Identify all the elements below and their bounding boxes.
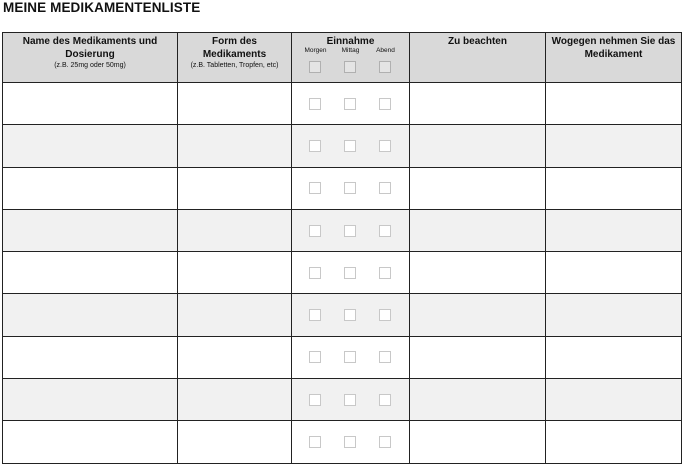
intake-checkbox-morning[interactable] (309, 436, 321, 448)
table-row (3, 252, 682, 294)
intake-cell (292, 294, 410, 336)
medication-form-cell[interactable] (178, 336, 292, 378)
column-header-reason (546, 33, 682, 83)
intake-checkbox-morning[interactable] (309, 394, 321, 406)
reason-cell[interactable] (546, 421, 682, 463)
notes-cell[interactable] (410, 252, 546, 294)
column-header-form-label: Form des Medikaments (202, 36, 267, 60)
intake-checkbox-morning[interactable] (309, 351, 321, 363)
intake-checkbox-evening[interactable] (379, 394, 391, 406)
header-row (3, 33, 682, 83)
reason-cell[interactable] (546, 294, 682, 336)
intake-checkbox-evening[interactable] (379, 436, 391, 448)
column-header-intake (292, 33, 410, 83)
medication-table (2, 32, 682, 464)
intake-checkbox-evening[interactable] (379, 182, 391, 194)
reason-cell[interactable] (546, 209, 682, 251)
intake-checkbox-evening[interactable] (379, 225, 391, 237)
column-header-form (178, 33, 292, 83)
column-header-name-label: Name des Medikaments und Dosierung (22, 36, 158, 60)
table-row (3, 336, 682, 378)
medication-name-cell[interactable] (3, 294, 178, 336)
reason-cell[interactable] (546, 336, 682, 378)
intake-checkbox-morning[interactable] (309, 225, 321, 237)
table-row (3, 167, 682, 209)
intake-checkbox-morning[interactable] (309, 267, 321, 279)
column-header-form-hint: (z.B. Tabletten, Tropfen, etc) (190, 62, 279, 69)
medication-form-cell[interactable] (178, 83, 292, 125)
header-checkbox-noon[interactable] (344, 61, 356, 73)
medication-form-cell[interactable] (178, 294, 292, 336)
table-row (3, 209, 682, 251)
intake-time-evening-label: Abend (376, 47, 395, 54)
medication-form-cell[interactable] (178, 209, 292, 251)
intake-checkbox-noon[interactable] (344, 98, 356, 110)
intake-checkbox-morning[interactable] (309, 182, 321, 194)
intake-time-noon-label: Mittag (341, 47, 360, 54)
header-checkbox-evening[interactable] (379, 61, 391, 73)
intake-checkbox-noon[interactable] (344, 267, 356, 279)
column-header-name-hint: (z.B. 25mg oder 50mg) (54, 62, 126, 69)
medication-form-cell[interactable] (178, 167, 292, 209)
medication-name-cell[interactable] (3, 125, 178, 167)
intake-cell (292, 421, 410, 463)
notes-cell[interactable] (410, 379, 546, 421)
medication-name-cell[interactable] (3, 252, 178, 294)
intake-checkbox-noon[interactable] (344, 140, 356, 152)
medication-name-cell[interactable] (3, 421, 178, 463)
intake-checkbox-evening[interactable] (379, 140, 391, 152)
medication-form-cell[interactable] (178, 421, 292, 463)
header-checkbox-morning[interactable] (309, 61, 321, 73)
intake-checkbox-noon[interactable] (344, 225, 356, 237)
table-row (3, 379, 682, 421)
intake-time-labels (292, 47, 409, 54)
intake-cell (292, 209, 410, 251)
intake-checkbox-evening[interactable] (379, 351, 391, 363)
intake-checkbox-evening[interactable] (379, 309, 391, 321)
medication-form-cell[interactable] (178, 252, 292, 294)
intake-cell (292, 125, 410, 167)
medication-name-cell[interactable] (3, 336, 178, 378)
intake-cell (292, 379, 410, 421)
intake-checkbox-noon[interactable] (344, 436, 356, 448)
notes-cell[interactable] (410, 421, 546, 463)
notes-cell[interactable] (410, 336, 546, 378)
medication-form-cell[interactable] (178, 125, 292, 167)
intake-checkbox-noon[interactable] (344, 182, 356, 194)
reason-cell[interactable] (546, 83, 682, 125)
notes-cell[interactable] (410, 83, 546, 125)
medication-name-cell[interactable] (3, 379, 178, 421)
intake-checkbox-noon[interactable] (344, 309, 356, 321)
page-title: MEINE MEDIKAMENTENLISTE (3, 0, 201, 15)
intake-checkbox-noon[interactable] (344, 351, 356, 363)
table-row (3, 294, 682, 336)
reason-cell[interactable] (546, 252, 682, 294)
column-header-notes-label: Zu beachten (448, 36, 507, 47)
medication-form-cell[interactable] (178, 379, 292, 421)
reason-cell[interactable] (546, 379, 682, 421)
medication-name-cell[interactable] (3, 167, 178, 209)
intake-cell (292, 336, 410, 378)
notes-cell[interactable] (410, 167, 546, 209)
column-header-intake-label: Einnahme (326, 36, 375, 47)
notes-cell[interactable] (410, 125, 546, 167)
notes-cell[interactable] (410, 294, 546, 336)
medication-rows (3, 83, 682, 464)
column-header-notes (410, 33, 546, 83)
medication-name-cell[interactable] (3, 209, 178, 251)
intake-cell (292, 83, 410, 125)
notes-cell[interactable] (410, 209, 546, 251)
intake-cell (292, 252, 410, 294)
column-header-reason-label: Wogegen nehmen Sie das Medikament (551, 36, 676, 60)
intake-checkbox-evening[interactable] (379, 98, 391, 110)
table-row (3, 83, 682, 125)
intake-cell (292, 167, 410, 209)
intake-checkbox-evening[interactable] (379, 267, 391, 279)
table-row (3, 421, 682, 463)
intake-checkbox-morning[interactable] (309, 98, 321, 110)
intake-checkbox-morning[interactable] (309, 309, 321, 321)
reason-cell[interactable] (546, 125, 682, 167)
intake-checkbox-morning[interactable] (309, 140, 321, 152)
table-row (3, 125, 682, 167)
intake-checkbox-noon[interactable] (344, 394, 356, 406)
reason-cell[interactable] (546, 167, 682, 209)
intake-time-morning-label: Morgen (304, 47, 327, 54)
header-checkboxes (292, 61, 409, 73)
column-header-name (3, 33, 178, 83)
medication-name-cell[interactable] (3, 83, 178, 125)
